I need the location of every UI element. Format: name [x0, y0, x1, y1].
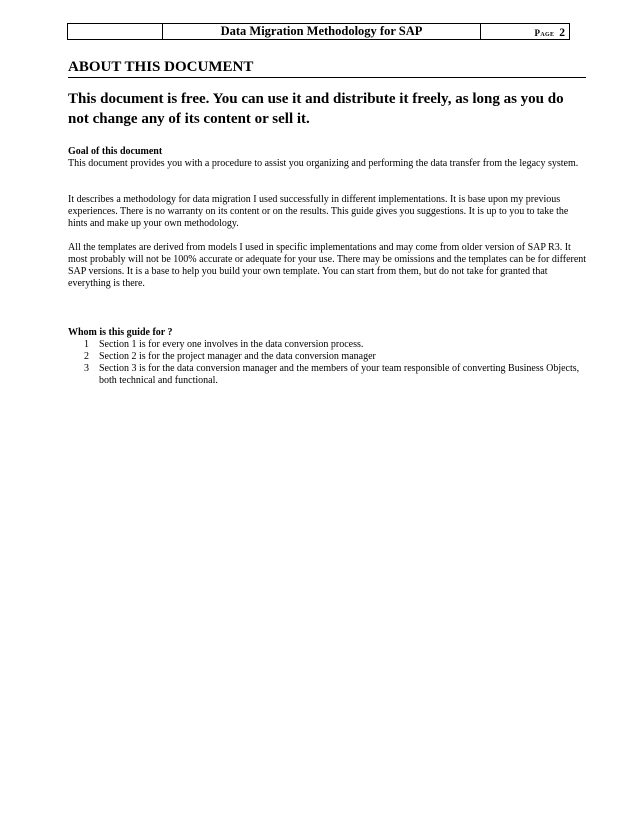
paragraph-templates: All the templates are derived from models I used in specific implementations and may come from older version of SAP R3. It most probably will not be 100% accurate or adequate for your use. There may be omissions and the templates can be for different SAP versions. It is a base to help you build your own template. You can start from them, but do not take for granted that everything is there.: [68, 242, 587, 289]
header-left-cell: [68, 24, 163, 39]
paragraph-methodology: It describes a methodology for data migration I used successfully in different implementations. It is base upon my previous experiences. There is no warranty on its content or on the results. This guide gives you suggestions. It is up to you to take the hints and make up your own methodology.: [68, 194, 569, 229]
list-item-text: Section 2 is for the project manager and the data conversion manager: [99, 351, 376, 362]
list-item: [68, 351, 588, 363]
page-number: 2: [559, 27, 565, 39]
section-title: ABOUT THIS DOCUMENT: [68, 58, 586, 78]
audience-heading: Whom is this guide for ?: [68, 327, 173, 338]
header-title: Data Migration Methodology for SAP: [163, 24, 481, 39]
list-item-number: 1: [84, 339, 89, 350]
page-label: Page: [534, 28, 555, 38]
list-item-text: Section 3 is for the data conversion manager and the members of your team responsible of converting Business Objects, both technical and functional.: [99, 363, 580, 386]
list-item-number: 2: [84, 351, 89, 362]
lead-statement: This document is free. You can use it and distribute it freely, as long as you do not change any of its content or sell it.: [68, 91, 564, 127]
page-header: [67, 23, 570, 40]
goal-body: This document provides you with a procedure to assist you organizing and performing the data transfer from the legacy system.: [68, 158, 579, 169]
header-page-cell: [481, 24, 569, 39]
audience-list: [68, 339, 588, 387]
list-item: [68, 339, 588, 351]
list-item: [68, 363, 588, 387]
list-item-text: Section 1 is for every one involves in the data conversion process.: [99, 339, 364, 350]
list-item-number: 3: [84, 363, 89, 374]
goal-heading: Goal of this document: [68, 146, 163, 157]
